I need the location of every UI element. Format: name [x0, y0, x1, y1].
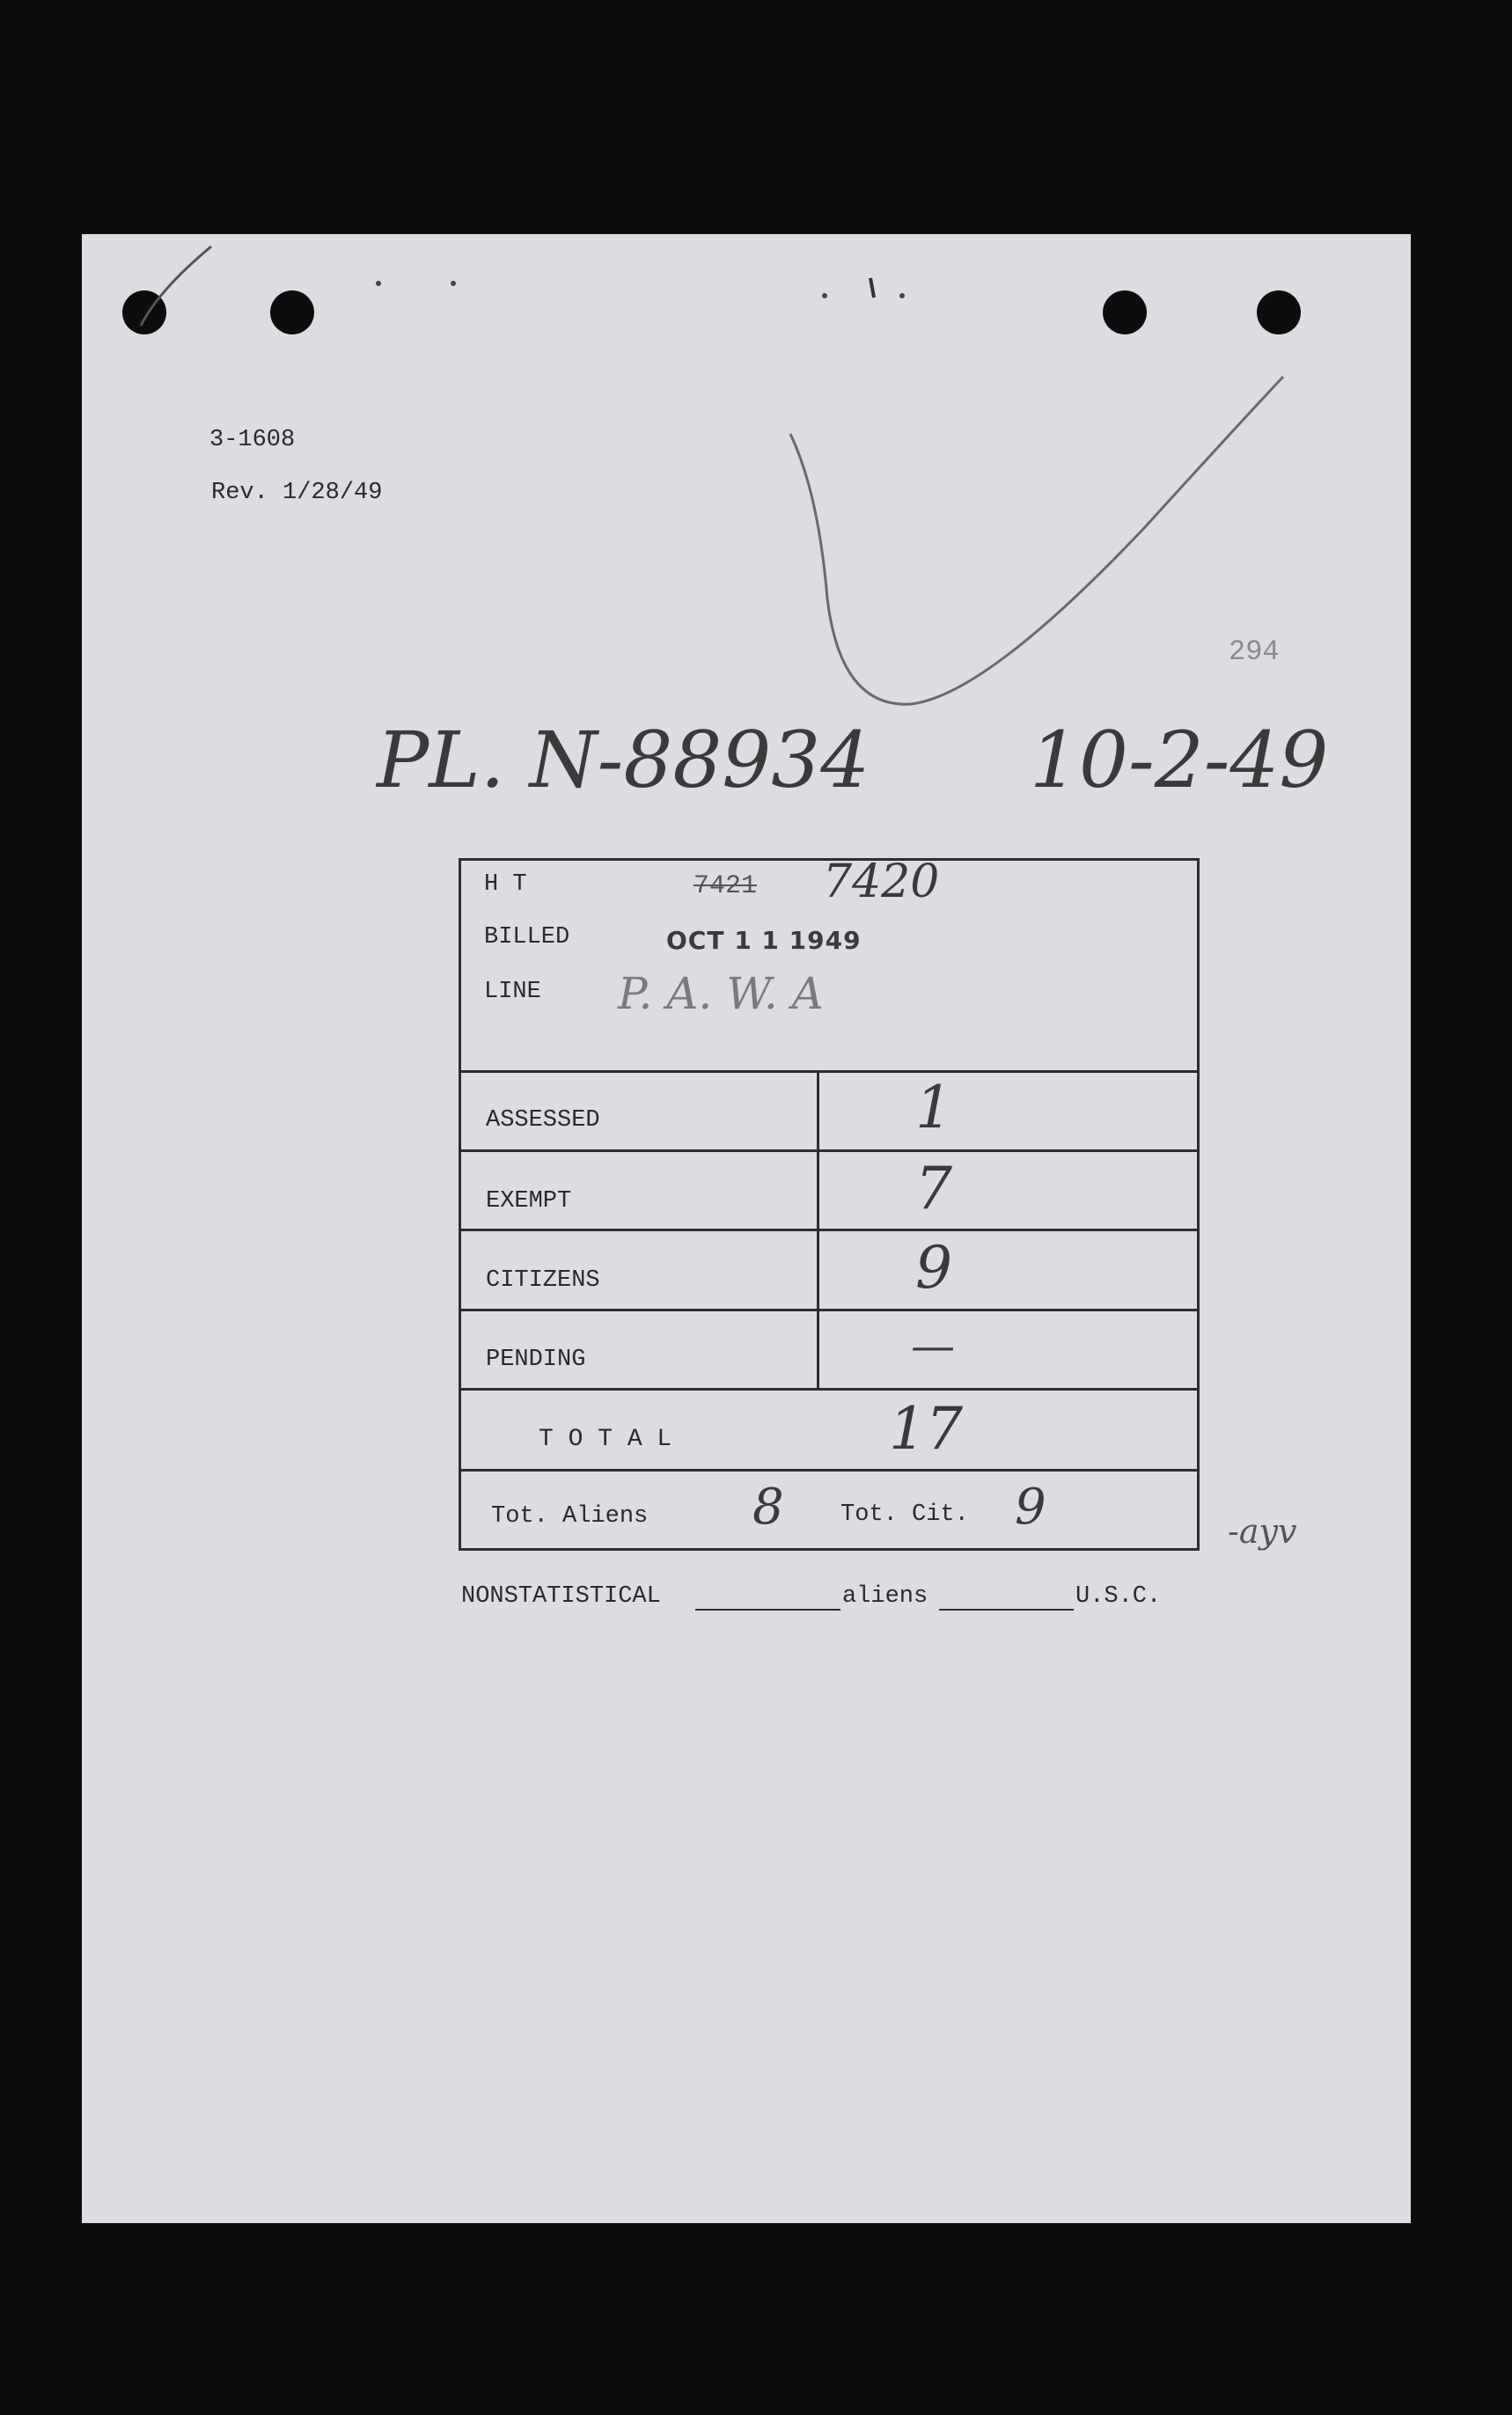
header-divider [459, 1070, 1200, 1073]
row-divider [459, 1469, 1200, 1472]
pending-label: PENDING [486, 1347, 586, 1373]
stray-mark [870, 278, 874, 297]
total-label: T O T A L [539, 1426, 672, 1453]
exempt-value: 7 [915, 1155, 952, 1222]
form-revision: Rev. 1/28/49 [211, 480, 383, 506]
line-label: LINE [484, 979, 541, 1005]
assessed-value: 1 [915, 1074, 952, 1141]
handwritten-initials: -ayv [1228, 1512, 1297, 1551]
stray-mark [376, 281, 381, 286]
top-check-mark [141, 246, 211, 326]
total-aliens-value: 8 [752, 1479, 784, 1536]
billed-date-stamp: OCT 1 1 1949 [666, 926, 862, 955]
table-left-border [459, 858, 461, 1551]
total-citizens-label: Tot. Cit. [840, 1501, 969, 1528]
citizens-value: 9 [915, 1234, 952, 1302]
row-divider [459, 1388, 1200, 1391]
table-right-border [1197, 858, 1200, 1551]
citizens-label: CITIZENS [486, 1267, 600, 1294]
total-value: 17 [889, 1395, 963, 1463]
pending-value: — [911, 1320, 955, 1371]
stray-mark [899, 293, 905, 298]
assessed-label: ASSESSED [486, 1107, 600, 1134]
row-divider [459, 1309, 1200, 1311]
nonstatistical-usc-blank [939, 1609, 1074, 1611]
stray-mark [822, 293, 827, 298]
total-aliens-label: Tot. Aliens [491, 1503, 649, 1530]
handwritten-date: 10-2-49 [1030, 715, 1329, 805]
nonstatistical-label: NONSTATISTICAL [461, 1583, 661, 1610]
row-divider [459, 1229, 1200, 1231]
nonstatistical-aliens-blank [695, 1609, 840, 1611]
table-bottom-border [459, 1548, 1200, 1551]
line-value: P. A. W. A [618, 968, 824, 1019]
ht-label: H T [484, 871, 527, 898]
large-check-mark [790, 377, 1283, 704]
form-number: 3-1608 [209, 427, 296, 453]
ht-corrected-value: 7420 [823, 855, 940, 908]
ht-original-value: 7421 [694, 871, 758, 901]
aliens-label: aliens [842, 1583, 928, 1610]
billed-label: BILLED [484, 924, 570, 951]
usc-label: U.S.C. [1075, 1583, 1162, 1610]
total-citizens-value: 9 [1015, 1479, 1046, 1536]
pl-number: PL. N-88934 [377, 715, 870, 805]
exempt-label: EXEMPT [486, 1188, 572, 1215]
page-number: 294 [1229, 635, 1280, 668]
stray-mark [451, 281, 456, 286]
row-divider [459, 1149, 1200, 1152]
